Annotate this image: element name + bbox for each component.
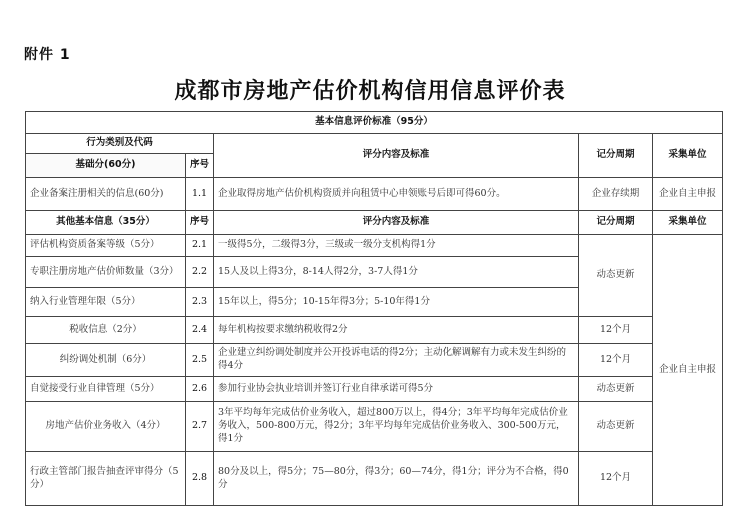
table-row bbox=[26, 377, 723, 402]
header-category-code: 行为类别及代码 bbox=[26, 134, 214, 154]
row-content: 15年以上，得5分；10-15年得3分；5-10年得1分 bbox=[214, 288, 579, 317]
period-dynamic-update: 动态更新 bbox=[579, 402, 653, 452]
header-other-info: 其他基本信息（35分） bbox=[26, 211, 186, 235]
header-unit-2: 采集单位 bbox=[653, 211, 723, 235]
row-seq: 2.6 bbox=[186, 377, 214, 402]
period-dynamic-update: 动态更新 bbox=[579, 235, 653, 317]
row-item: 企业备案注册相关的信息(60分) bbox=[26, 178, 186, 211]
row-seq: 2.7 bbox=[186, 402, 214, 452]
header-unit: 采集单位 bbox=[653, 134, 723, 178]
row-content: 3年平均每年完成估价业务收入，超过800万以上，得4分；3年平均每年完成估价业务收入，500-800万元，得2分；3年平均每年完成估价业务收入、300-500万元，得1分 bbox=[214, 402, 579, 452]
row-content: 15人及以上得3分，8-14人得2分，3-7人得1分 bbox=[214, 257, 579, 288]
unit-self-report: 企业自主申报 bbox=[653, 235, 723, 506]
row-seq: 2.3 bbox=[186, 288, 214, 317]
row-item: 房地产估价业务收入（4分） bbox=[26, 402, 186, 452]
row-seq: 2.8 bbox=[186, 452, 214, 506]
row-item: 评估机构资质备案等级（5分） bbox=[26, 235, 186, 257]
header-base-score: 基础分(60分) bbox=[26, 154, 186, 178]
row-period: 企业存续期 bbox=[579, 178, 653, 211]
header-row-1 bbox=[26, 134, 723, 154]
header-seq-2: 序号 bbox=[186, 211, 214, 235]
document-title: 成都市房地产估价机构信用信息评价表 bbox=[174, 78, 566, 104]
row-content: 企业取得房地产估价机构资质并向租赁中心申领账号后即可得60分。 bbox=[214, 178, 579, 211]
header-scoring-2: 评分内容及标准 bbox=[214, 211, 579, 235]
table-row bbox=[26, 402, 723, 452]
period-dynamic-update: 动态更新 bbox=[579, 377, 653, 402]
period-12-months: 12个月 bbox=[579, 344, 653, 377]
table-row bbox=[26, 317, 723, 344]
row-seq: 2.4 bbox=[186, 317, 214, 344]
header-period: 记分周期 bbox=[579, 134, 653, 178]
row-item: 纳入行业管理年限（5分） bbox=[26, 288, 186, 317]
row-seq: 2.5 bbox=[186, 344, 214, 377]
table-row bbox=[26, 452, 723, 506]
row-content: 80分及以上，得5分；75—80分，得3分；60—74分，得1分；评分为不合格，得0分 bbox=[214, 452, 579, 506]
row-item: 自觉接受行业自律管理（5分） bbox=[26, 377, 186, 402]
row-content: 参加行业协会执业培训并签订行业自律承诺可得5分 bbox=[214, 377, 579, 402]
caption-row bbox=[26, 112, 723, 134]
row-item: 纠纷调处机制（6分） bbox=[26, 344, 186, 377]
row-seq: 1.1 bbox=[186, 178, 214, 211]
evaluation-table bbox=[25, 111, 723, 506]
row-content: 企业建立纠纷调处制度并公开投诉电话的得2分；主动化解调解有力或未发生纠纷的得4分 bbox=[214, 344, 579, 377]
header-period-2: 记分周期 bbox=[579, 211, 653, 235]
period-12-months: 12个月 bbox=[579, 452, 653, 506]
table-caption: 基本信息评价标准（95分） bbox=[26, 112, 723, 134]
header-row-3 bbox=[26, 211, 723, 235]
attachment-label: 附件 1 bbox=[24, 47, 71, 63]
period-12-months: 12个月 bbox=[579, 317, 653, 344]
row-item: 专职注册房地产估价师数量（3分） bbox=[26, 257, 186, 288]
table-row bbox=[26, 235, 723, 257]
table-row-base bbox=[26, 178, 723, 211]
row-item: 行政主管部门报告抽查评审得分（5分） bbox=[26, 452, 186, 506]
header-seq: 序号 bbox=[186, 154, 214, 178]
header-scoring: 评分内容及标准 bbox=[214, 134, 579, 178]
row-seq: 2.2 bbox=[186, 257, 214, 288]
row-item: 税收信息（2分） bbox=[26, 317, 186, 344]
row-seq: 2.1 bbox=[186, 235, 214, 257]
table-row bbox=[26, 344, 723, 377]
row-unit: 企业自主申报 bbox=[653, 178, 723, 211]
row-content: 每年机构按要求缴纳税收得2分 bbox=[214, 317, 579, 344]
row-content: 一级得5分，二级得3分，三级或一级分支机构得1分 bbox=[214, 235, 579, 257]
